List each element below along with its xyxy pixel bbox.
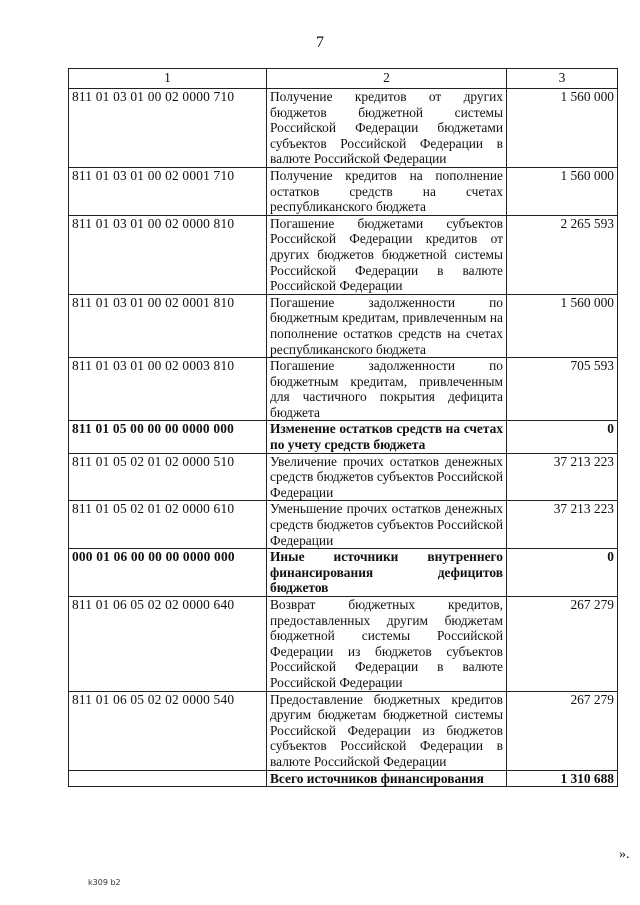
table-row [69, 215, 618, 294]
description-cell: Уменьшение прочих остатков денежных средств бюджетов субъектов Российской Федерации [267, 501, 507, 549]
table-row [69, 597, 618, 692]
document-footer-code: k309 b2 [88, 878, 121, 887]
amount-cell: 37 213 223 [507, 453, 618, 501]
column-header-amount: 3 [507, 69, 618, 89]
description-cell: Изменение остатков средств на счетах по учету средств бюджета [267, 421, 507, 453]
page-number: 7 [316, 34, 324, 51]
amount-cell: 37 213 223 [507, 501, 618, 549]
table-row [69, 453, 618, 501]
column-header-description: 2 [267, 69, 507, 89]
description-cell: Предоставление бюджетных кредитов другим бюджетам бюджетной системы Российской Федерации из бюджетов субъектов Российской Федерации в валюте Российской Федерации [267, 691, 507, 770]
amount-cell: 705 593 [507, 358, 618, 421]
amount-cell: 1 560 000 [507, 167, 618, 215]
amount-cell: 0 [507, 549, 618, 597]
description-cell: Получение кредитов на пополнение остатков средств на счетах республиканского бюджета [267, 167, 507, 215]
description-cell: Погашение бюджетами субъектов Российской Федерации кредитов от других бюджетов бюджетной системы Российской Федерации в валюте Российской Федерации [267, 215, 507, 294]
table-row [69, 770, 618, 787]
description-cell: Погашение задолженности по бюджетным кредитам, привлеченным для частичного покрытия дефицита бюджета [267, 358, 507, 421]
budget-code-cell: 811 01 03 01 00 02 0001 810 [69, 294, 267, 357]
amount-cell: 1 560 000 [507, 294, 618, 357]
column-header-code: 1 [69, 69, 267, 89]
table-row [69, 358, 618, 421]
table-row [69, 691, 618, 770]
budget-code-cell: 811 01 06 05 02 02 0000 540 [69, 691, 267, 770]
description-cell: Всего источников финансирования [267, 770, 507, 787]
amount-cell: 0 [507, 421, 618, 453]
budget-code-cell: 811 01 03 01 00 02 0000 710 [69, 89, 267, 168]
table-row [69, 549, 618, 597]
table-row [69, 501, 618, 549]
closing-quote-mark: ». [619, 847, 630, 862]
budget-code-cell: 000 01 06 00 00 00 0000 000 [69, 549, 267, 597]
description-cell: Погашение задолженности по бюджетным кредитам, привлеченным на пополнение остатков средств на счетах республиканского бюджета [267, 294, 507, 357]
table-row [69, 294, 618, 357]
description-cell: Возврат бюджетных кредитов, предоставленных другим бюджетам бюджетной системы Российской Федерации из бюджетов субъектов Российской Федерации в валюте Российской Федерации [267, 597, 507, 692]
table-header-row [69, 69, 618, 89]
amount-cell: 267 279 [507, 691, 618, 770]
budget-code-cell: 811 01 05 02 01 02 0000 510 [69, 453, 267, 501]
table-row [69, 89, 618, 168]
budget-code-cell: 811 01 06 05 02 02 0000 640 [69, 597, 267, 692]
budget-code-cell [69, 770, 267, 787]
amount-cell: 2 265 593 [507, 215, 618, 294]
budget-code-cell: 811 01 05 00 00 00 0000 000 [69, 421, 267, 453]
budget-sources-table [68, 68, 618, 787]
description-cell: Иные источники внутреннего финансирования дефицитов бюджетов [267, 549, 507, 597]
budget-code-cell: 811 01 05 02 01 02 0000 610 [69, 501, 267, 549]
amount-cell: 267 279 [507, 597, 618, 692]
budget-code-cell: 811 01 03 01 00 02 0001 710 [69, 167, 267, 215]
amount-cell: 1 310 688 [507, 770, 618, 787]
table-row [69, 167, 618, 215]
table-body [69, 89, 618, 787]
description-cell: Увеличение прочих остатков денежных средств бюджетов субъектов Российской Федерации [267, 453, 507, 501]
table-row [69, 421, 618, 453]
budget-code-cell: 811 01 03 01 00 02 0003 810 [69, 358, 267, 421]
budget-code-cell: 811 01 03 01 00 02 0000 810 [69, 215, 267, 294]
amount-cell: 1 560 000 [507, 89, 618, 168]
description-cell: Получение кредитов от других бюджетов бюджетной системы Российской Федерации бюджетами субъектов Российской Федерации в валюте Российской Федерации [267, 89, 507, 168]
